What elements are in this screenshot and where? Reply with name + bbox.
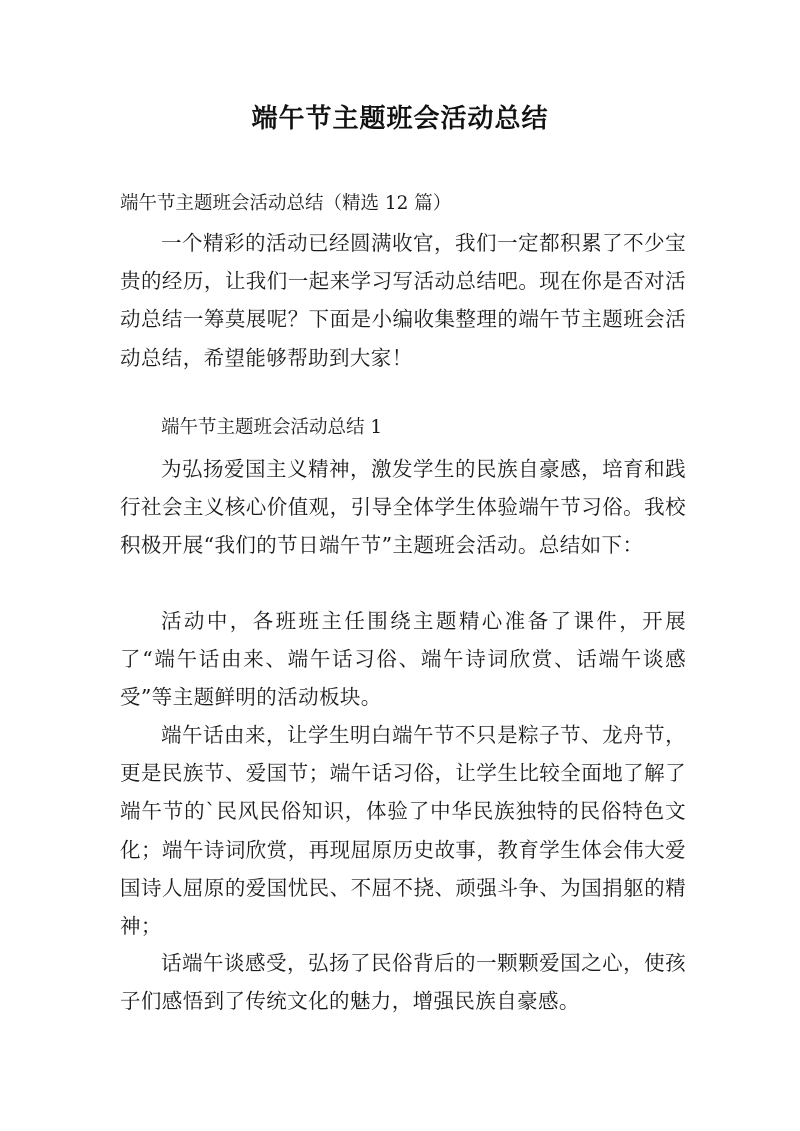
body-paragraph-1: 为弘扬爱国主义精神，激发学生的民族自豪感，培育和践行社会主义核心价值观，引导全体学生体验端午节习俗。我校积极开展“我们的节日端午节”主题班会活动。总结如下：	[120, 457, 686, 558]
document-title: 端午节主题班会活动总结	[251, 104, 549, 134]
section-heading: 端午节主题班会活动总结 1	[161, 417, 383, 438]
body-paragraph-4: 话端午谈感受，弘扬了民俗背后的一颗颗爱国之心，使孩子们感悟到了传统文化的魅力，增强民族自豪感。	[120, 951, 686, 1014]
intro-paragraph: 一个精彩的活动已经圆满收官，我们一定都积累了不少宝贵的经历，让我们一起来学习写活动总结吧。现在你是否对活动总结一筹莫展呢？下面是小编收集整理的端午节主题班会活动总结，希望能够帮助到大家！	[120, 231, 686, 370]
document-subtitle: 端午节主题班会活动总结（精选 12 篇）	[120, 193, 452, 214]
body-paragraph-3: 端午话由来，让学生明白端午节不只是粽子节、龙舟节，更是民族节、爱国节；端午话习俗，让学生比较全面地了解了端午节的`民风民俗知识，体验了中华民族独特的民俗特色文化；端午诗词欣赏，再现屈原历史故事，教育学生体会伟大爱国诗人屈原的爱国忧民、不屈不挠、顽强斗争、为国捐躯的精神；	[120, 723, 686, 939]
body-paragraph-2: 活动中，各班班主任围绕主题精心准备了课件，开展了“端午话由来、端午话习俗、端午诗词欣赏、话端午谈感受”等主题鲜明的活动板块。	[120, 609, 686, 710]
